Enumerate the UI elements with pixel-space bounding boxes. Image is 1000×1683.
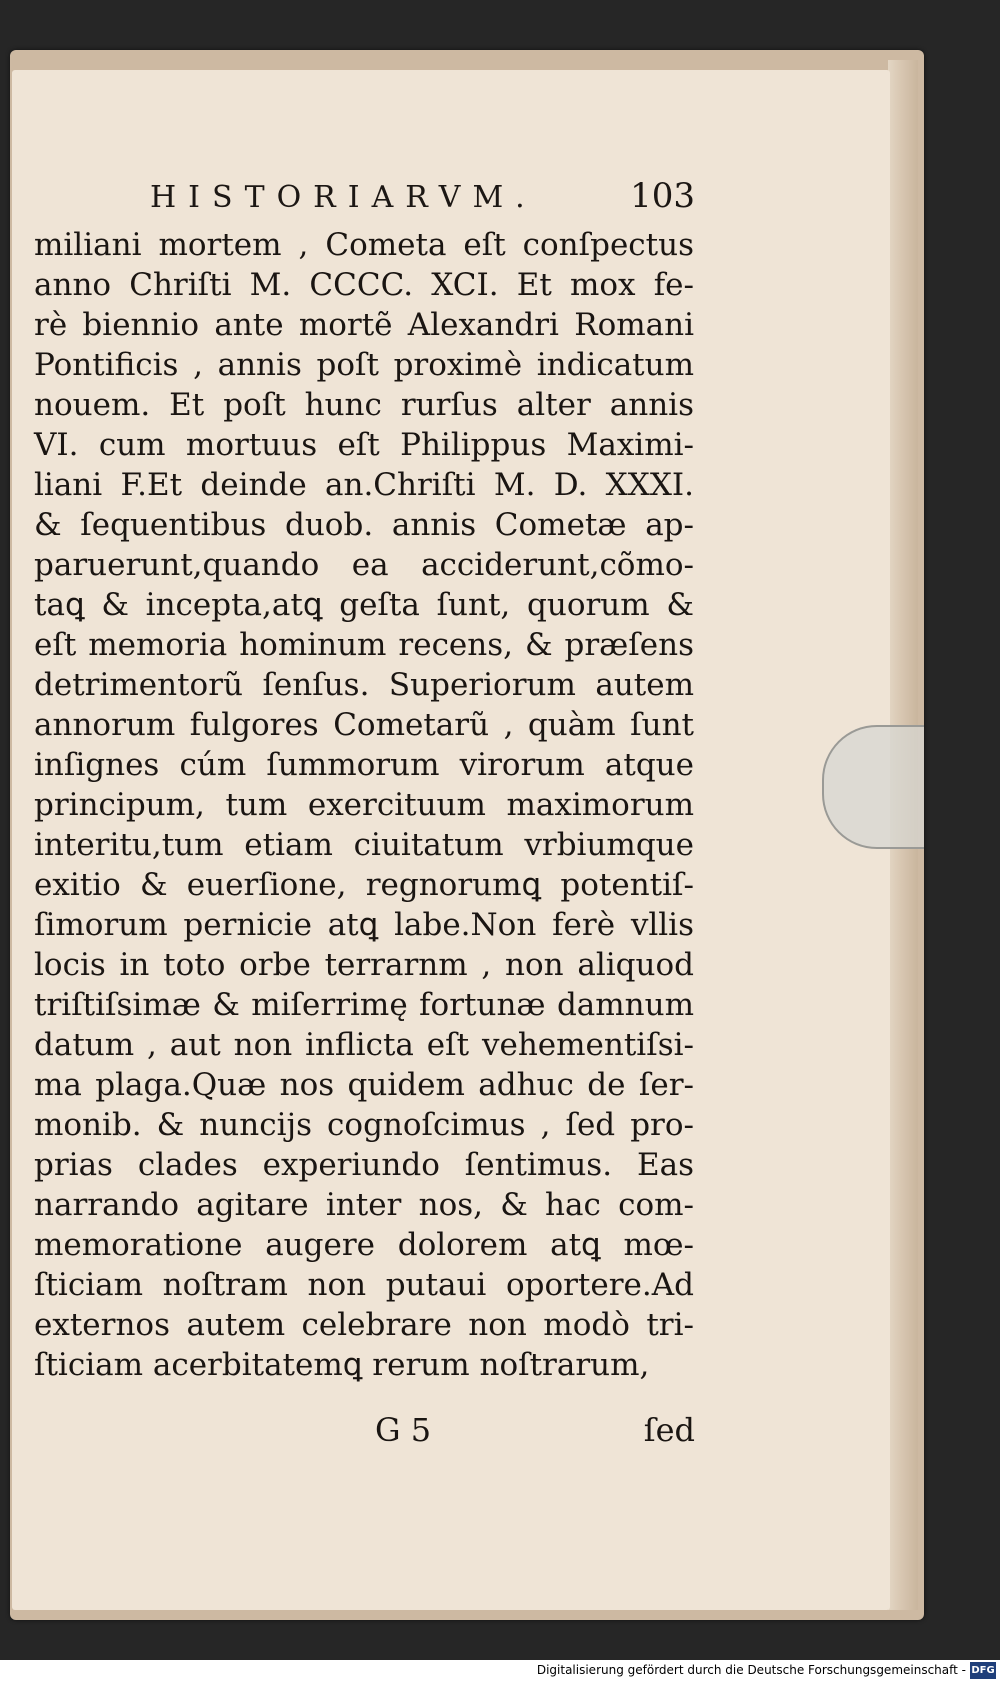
text-line: ſimorum pernicie atꝗ labe.Non ferè vllis <box>34 907 694 943</box>
text-line: taꝗ & incepta,atꝗ geſta ſunt, quorum & <box>34 587 694 623</box>
text-line: VI. cum mortuus eſt Philippus Maximi- <box>34 427 694 463</box>
text-line: & ſequentibus duob. annis Cometæ ap- <box>34 507 694 543</box>
text-line: inſignes cúm ſummorum virorum atque <box>34 747 694 783</box>
dfg-logo: DFG <box>970 1662 996 1679</box>
text-line: triſtiſsimæ & miſerrimę fortunæ damnum <box>34 987 694 1023</box>
text-line: externos autem celebrare non modò tri- <box>34 1307 694 1343</box>
text-line: annorum fulgores Cometarũ , quàm ſunt <box>34 707 694 743</box>
text-line: miliani mortem , Cometa eſt conſpectus <box>34 227 694 263</box>
text-line: datum , aut non inflicta eſt vehementiſsi- <box>34 1027 694 1063</box>
text-line: ſticiam noſtram non putaui oportere.Ad <box>34 1267 694 1303</box>
text-line: ſticiam acerbitatemꝗ rerum noſtrarum, <box>34 1347 650 1383</box>
text-line: locis in toto orbe terrarnm , non aliquod <box>34 947 694 983</box>
text-line: rè biennio ante mortẽ Alexandri Romani <box>34 307 694 343</box>
text-line: prias clades experiundo ſentimus. Eas <box>34 1147 694 1183</box>
text-line: paruerunt,quando ea acciderunt,cõmo- <box>34 547 694 583</box>
text-line: detrimentorũ ſenſus. Superiorum autem <box>34 667 694 703</box>
text-line: principum, tum exercituum maximorum <box>34 787 694 823</box>
text-line: anno Chriſti M. CCCC. XCI. Et mox fe- <box>34 267 694 303</box>
catchword: ſed <box>643 1411 695 1449</box>
text-line: monib. & nuncijs cognoſcimus , ſed pro- <box>34 1107 694 1143</box>
text-line: nouem. Et poſt hunc rurſus alter annis <box>34 387 694 423</box>
page-number: 103 <box>630 176 695 216</box>
text-line: narrando agitare inter nos, & hac com- <box>34 1187 694 1223</box>
text-line: ma plaga.Quæ nos quidem adhuc de ſer- <box>34 1067 694 1103</box>
signature-mark: G 5 <box>375 1411 432 1449</box>
text-line: memoratione augere dolorem atꝗ mœ- <box>34 1227 694 1263</box>
text-line: Pontificis , annis poſt proximè indicatum <box>34 347 694 383</box>
text-line: liani F.Et deinde an.Chriſti M. D. XXXI. <box>34 467 694 503</box>
text-line: eſt memoria hominum recens, & præſens <box>34 627 694 663</box>
page-clip <box>822 725 924 849</box>
running-head: HISTORIARVM. <box>150 180 537 215</box>
body-text <box>34 225 694 1385</box>
text-line: exitio & euerſione, regnorumꝗ potentiſ- <box>34 867 694 903</box>
funding-credit: Digitalisierung gefördert durch die Deutsche Forschungsgemeinschaft - <box>536 1663 966 1677</box>
footer-bar <box>0 1660 1000 1683</box>
text-line: interitu,tum etiam ciuitatum vrbiumque <box>34 827 694 863</box>
catchword-line <box>375 1411 695 1455</box>
